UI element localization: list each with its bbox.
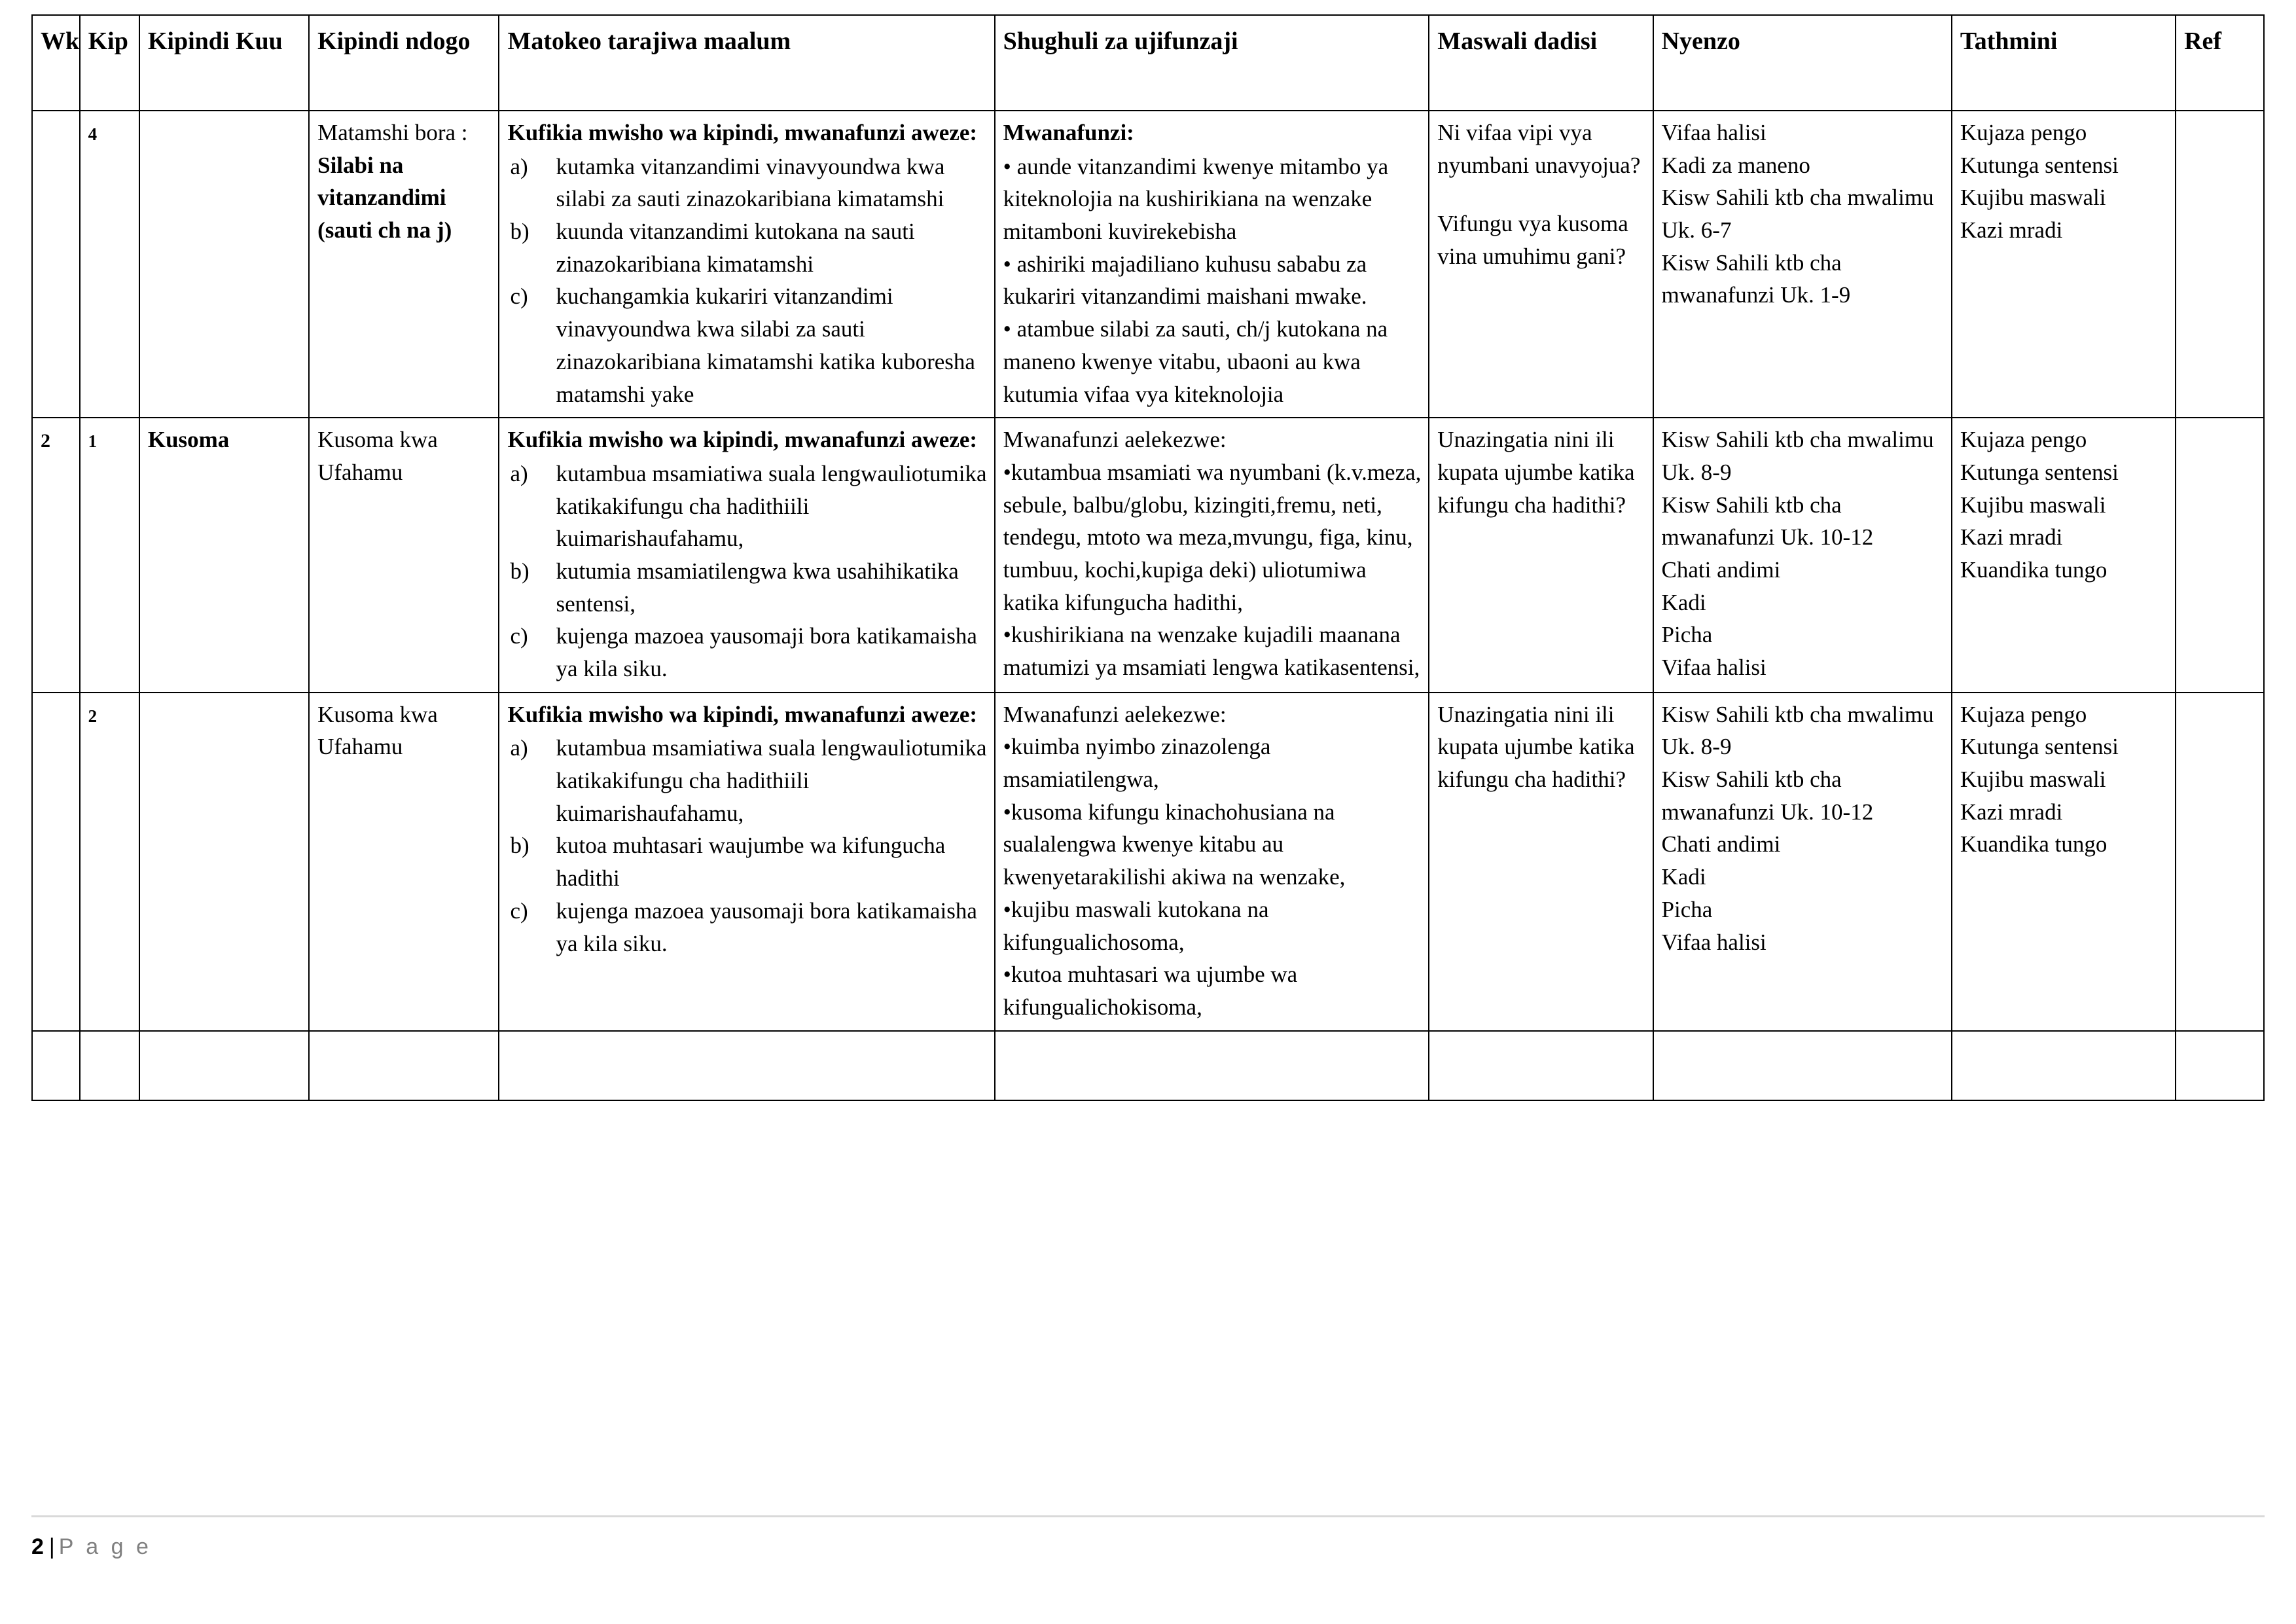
resource-item: Kadi za maneno bbox=[1661, 152, 1810, 178]
cell-wk bbox=[32, 693, 80, 1031]
key-question: Ni vifaa vipi vya nyumbani unavyojua? bbox=[1437, 120, 1641, 178]
footer-page-number: 2 bbox=[31, 1534, 44, 1559]
activities-lead: Mwanafunzi aelekezwe: bbox=[1003, 427, 1227, 453]
week-number: 2 bbox=[41, 430, 50, 452]
assessment-item: Kujaza pengo bbox=[1960, 701, 2087, 727]
cell-maswali-dadisi bbox=[1429, 418, 1653, 693]
column-header-shughuli: Shughuli za ujifunzaji bbox=[995, 15, 1429, 111]
cell-tathmini bbox=[1952, 111, 2176, 418]
activities-list bbox=[1003, 731, 1422, 1023]
assessment-item: Kuandika tungo bbox=[1960, 831, 2108, 857]
page-footer bbox=[31, 1515, 2265, 1560]
cell-shughuli bbox=[995, 1031, 1429, 1100]
cell-tathmini bbox=[1952, 418, 2176, 693]
assessment-item: Kujaza pengo bbox=[1960, 427, 2087, 453]
assessment-item: Kutunga sentensi bbox=[1960, 734, 2119, 760]
column-header-kipindi-ndogo: Kipindi ndogo bbox=[309, 15, 499, 111]
key-question: Vifungu vya kusoma vina umuhimu gani? bbox=[1437, 211, 1628, 270]
outcome-item bbox=[507, 215, 987, 280]
resource-item: Picha bbox=[1661, 896, 1713, 922]
assessment-item: Kujibu maswali bbox=[1960, 185, 2106, 211]
cell-shughuli bbox=[995, 111, 1429, 418]
activities-list bbox=[1003, 456, 1422, 684]
cell-kipindi-ndogo bbox=[309, 418, 499, 693]
column-header-tathmini: Tathmini bbox=[1952, 15, 2176, 111]
activity-item: •kutoa muhtasari wa ujumbe wa kifungualichokisoma, bbox=[1003, 962, 1298, 1020]
cell-kip bbox=[80, 111, 139, 418]
assessment-item: Kujibu maswali bbox=[1960, 492, 2106, 518]
assessment-item: Kutunga sentensi bbox=[1960, 459, 2119, 485]
outcome-item bbox=[507, 732, 987, 829]
column-header-ref: Ref bbox=[2176, 15, 2264, 111]
cell-nyenzo bbox=[1653, 1031, 1952, 1100]
resource-item: Vifaa halisi bbox=[1661, 929, 1767, 955]
outcome-marker: c) bbox=[510, 897, 528, 924]
resource-item: Kisw Sahili ktb cha mwanafunzi Uk. 10-12 bbox=[1661, 492, 1874, 550]
cell-kipindi-kuu bbox=[139, 693, 309, 1031]
cell-kipindi-kuu bbox=[139, 111, 309, 418]
activity-item: •kuimba nyimbo zinazolenga msamiatilengwa, bbox=[1003, 734, 1271, 793]
outcome-marker: c) bbox=[510, 283, 528, 310]
activity-item: •kusoma kifungu kinachohusiana na sualalengwa kwenye kitabu au kwenyetarakilishi akiwa na wenzake, bbox=[1003, 799, 1346, 890]
outcome-marker: a) bbox=[510, 153, 528, 179]
column-header-matokeo: Matokeo tarajiwa maalum bbox=[499, 15, 994, 111]
resource-item: Kisw Sahili ktb cha mwalimu Uk. 8-9 bbox=[1661, 427, 1934, 485]
cell-wk bbox=[32, 418, 80, 693]
cell-nyenzo bbox=[1653, 111, 1952, 418]
table-body bbox=[32, 111, 2264, 1100]
assessment-item: Kutunga sentensi bbox=[1960, 152, 2119, 178]
activities-lead: Mwanafunzi aelekezwe: bbox=[1003, 701, 1227, 727]
lesson-number: 1 bbox=[88, 431, 98, 452]
cell-matokeo bbox=[499, 418, 994, 693]
resource-item: Vifaa halisi bbox=[1661, 655, 1767, 680]
outcome-text: kutoa muhtasari waujumbe wa kifungucha hadithi bbox=[556, 833, 946, 892]
cell-kipindi-ndogo bbox=[309, 693, 499, 1031]
resource-item: Kadi bbox=[1661, 589, 1706, 615]
column-header-kip: Kip bbox=[80, 15, 139, 111]
substrand-name: Kusoma kwa Ufahamu bbox=[317, 701, 438, 760]
outcome-text: kutambua msamiatiwa suala lengwauliotumika katikakifungu cha hadithiili kuimarishaufahamu, bbox=[556, 735, 987, 826]
assessment-item: Kazi mradi bbox=[1960, 524, 2063, 550]
outcome-text: kutumia msamiatilengwa kwa usahihikatika sentensi, bbox=[556, 558, 959, 617]
activity-item: •kutambua msamiati wa nyumbani (k.v.meza, sebule, balbu/globu, kizingiti,fremu, neti, tendegu, mtoto wa meza,mvungu, figa, kinu, tumbuu, kochi,kupiga deki) uliotumiwa katika kifungucha hadithi, bbox=[1003, 459, 1422, 615]
assessment-item: Kazi mradi bbox=[1960, 217, 2063, 244]
cell-kip bbox=[80, 418, 139, 693]
column-header-kipindi-kuu: Kipindi Kuu bbox=[139, 15, 309, 111]
assessment-item: Kujaza pengo bbox=[1960, 120, 2087, 145]
outcome-marker: c) bbox=[510, 623, 528, 649]
outcomes-lead: Kufikia mwisho wa kipindi, mwanafunzi aweze: bbox=[507, 120, 978, 145]
outcome-item bbox=[507, 151, 987, 215]
outcomes-list bbox=[507, 732, 987, 960]
outcomes-list bbox=[507, 151, 987, 411]
cell-ref bbox=[2176, 111, 2264, 418]
outcome-text: kuchangamkia kukariri vitanzandimi vinavyoundwa kwa silabi za sauti zinazokaribiana kimatamshi katika kuboresha matamshi yake bbox=[556, 283, 975, 407]
resource-item: Chati andimi bbox=[1661, 556, 1781, 583]
cell-shughuli bbox=[995, 418, 1429, 693]
cell-kipindi-kuu bbox=[139, 418, 309, 693]
lesson-number: 2 bbox=[88, 706, 98, 726]
substrand-name: Kusoma kwa Ufahamu bbox=[317, 427, 438, 485]
resource-item: Kadi bbox=[1661, 864, 1706, 890]
key-question: Unazingatia nini ili kupata ujumbe katika kifungu cha hadithi? bbox=[1437, 427, 1635, 518]
assessment-item: Kazi mradi bbox=[1960, 799, 2063, 825]
substrand-detail: Silabi na vitanzandimi (sauti ch na j) bbox=[317, 152, 452, 244]
outcome-marker: a) bbox=[510, 460, 528, 486]
activity-item: • ashiriki majadiliano kuhusu sababu za kukariri vitanzandimi maishani mwake. bbox=[1003, 251, 1367, 310]
outcomes-lead: Kufikia mwisho wa kipindi, mwanafunzi aweze: bbox=[507, 701, 978, 727]
outcome-item bbox=[507, 620, 987, 685]
resource-item: Chati andimi bbox=[1661, 831, 1781, 857]
resource-item: Kisw Sahili ktb cha mwanafunzi Uk. 1-9 bbox=[1661, 249, 1851, 308]
cell-matokeo bbox=[499, 1031, 994, 1100]
outcome-item bbox=[507, 458, 987, 555]
cell-nyenzo bbox=[1653, 693, 1952, 1031]
resource-item: Vifaa halisi bbox=[1661, 120, 1767, 145]
cell-tathmini bbox=[1952, 693, 2176, 1031]
assessment-item: Kujibu maswali bbox=[1960, 767, 2106, 793]
outcome-item bbox=[507, 280, 987, 410]
cell-kip bbox=[80, 693, 139, 1031]
outcome-item bbox=[507, 829, 987, 894]
outcome-text: kuunda vitanzandimi kutokana na sauti zinazokaribiana kimatamshi bbox=[556, 219, 915, 277]
substrand-colon: : bbox=[456, 120, 468, 145]
activities-list bbox=[1003, 151, 1422, 411]
table-row bbox=[32, 693, 2264, 1031]
cell-shughuli bbox=[995, 693, 1429, 1031]
lesson-number: 4 bbox=[88, 124, 98, 144]
outcome-marker: b) bbox=[510, 833, 529, 859]
activity-item: • atambue silabi za sauti, ch/j kutokana na maneno kwenye vitabu, ubaoni au kwa kutumia vifaa vya kiteknolojia bbox=[1003, 316, 1388, 407]
resource-item: Picha bbox=[1661, 622, 1713, 648]
cell-kipindi-ndogo bbox=[309, 1031, 499, 1100]
cell-kipindi-kuu bbox=[139, 1031, 309, 1100]
cell-tathmini bbox=[1952, 1031, 2176, 1100]
cell-maswali-dadisi bbox=[1429, 111, 1653, 418]
table-row bbox=[32, 1031, 2264, 1100]
cell-matokeo bbox=[499, 693, 994, 1031]
cell-ref bbox=[2176, 1031, 2264, 1100]
cell-kipindi-ndogo bbox=[309, 111, 499, 418]
column-header-nyenzo: Nyenzo bbox=[1653, 15, 1952, 111]
cell-maswali-dadisi bbox=[1429, 1031, 1653, 1100]
cell-ref bbox=[2176, 693, 2264, 1031]
outcomes-lead: Kufikia mwisho wa kipindi, mwanafunzi aweze: bbox=[507, 427, 978, 453]
assessment-item: Kuandika tungo bbox=[1960, 556, 2108, 583]
table-row bbox=[32, 418, 2264, 693]
resource-item: Kisw Sahili ktb cha mwalimu Uk. 6-7 bbox=[1661, 185, 1934, 244]
cell-kip bbox=[80, 1031, 139, 1100]
outcome-marker: a) bbox=[510, 735, 528, 761]
outcome-marker: b) bbox=[510, 558, 529, 584]
footer-page-word: P a g e bbox=[58, 1534, 152, 1559]
column-header-maswali: Maswali dadisi bbox=[1429, 15, 1653, 111]
cell-nyenzo bbox=[1653, 418, 1952, 693]
outcome-text: kutambua msamiatiwa suala lengwauliotumika katikakifungu cha hadithiili kuimarishaufahamu, bbox=[556, 460, 987, 552]
scheme-of-work-table bbox=[31, 14, 2265, 1101]
outcome-text: kutamka vitanzandimi vinavyoundwa kwa silabi za sauti zinazokaribiana kimatamshi bbox=[556, 153, 945, 212]
outcome-text: kujenga mazoea yausomaji bora katikamaisha ya kila siku. bbox=[556, 897, 977, 956]
column-header-wk: Wk bbox=[32, 15, 80, 111]
outcome-text: kujenga mazoea yausomaji bora katikamaisha ya kila siku. bbox=[556, 623, 977, 681]
activity-item: • aunde vitanzandimi kwenye mitambo ya kiteknolojia na kushirikiana na wenzake mitamboni kuvirekebisha bbox=[1003, 153, 1389, 245]
strand-name: Kusoma bbox=[147, 427, 230, 453]
cell-matokeo bbox=[499, 111, 994, 418]
cell-wk bbox=[32, 1031, 80, 1100]
footer-separator: | bbox=[48, 1534, 55, 1559]
cell-ref bbox=[2176, 418, 2264, 693]
outcome-item bbox=[507, 555, 987, 620]
outcome-marker: b) bbox=[510, 219, 529, 245]
activity-item: •kushirikiana na wenzake kujadili maanana matumizi ya msamiati lengwa katikasentensi, bbox=[1003, 622, 1420, 680]
outcome-item bbox=[507, 895, 987, 960]
activity-item: •kujibu maswali kutokana na kifungualichosoma, bbox=[1003, 896, 1269, 955]
resource-item: Kisw Sahili ktb cha mwalimu Uk. 8-9 bbox=[1661, 701, 1934, 760]
resource-item: Kisw Sahili ktb cha mwanafunzi Uk. 10-12 bbox=[1661, 767, 1874, 825]
key-question: Unazingatia nini ili kupata ujumbe katika kifungu cha hadithi? bbox=[1437, 701, 1635, 793]
cell-maswali-dadisi bbox=[1429, 693, 1653, 1031]
outcomes-list bbox=[507, 458, 987, 685]
cell-wk bbox=[32, 111, 80, 418]
footer-divider bbox=[31, 1515, 2265, 1517]
activities-lead: Mwanafunzi: bbox=[1003, 120, 1134, 145]
table-header-row bbox=[32, 15, 2264, 111]
table-row bbox=[32, 111, 2264, 418]
page-number-label bbox=[31, 1534, 2265, 1560]
substrand-name: Matamshi bora bbox=[317, 120, 456, 145]
